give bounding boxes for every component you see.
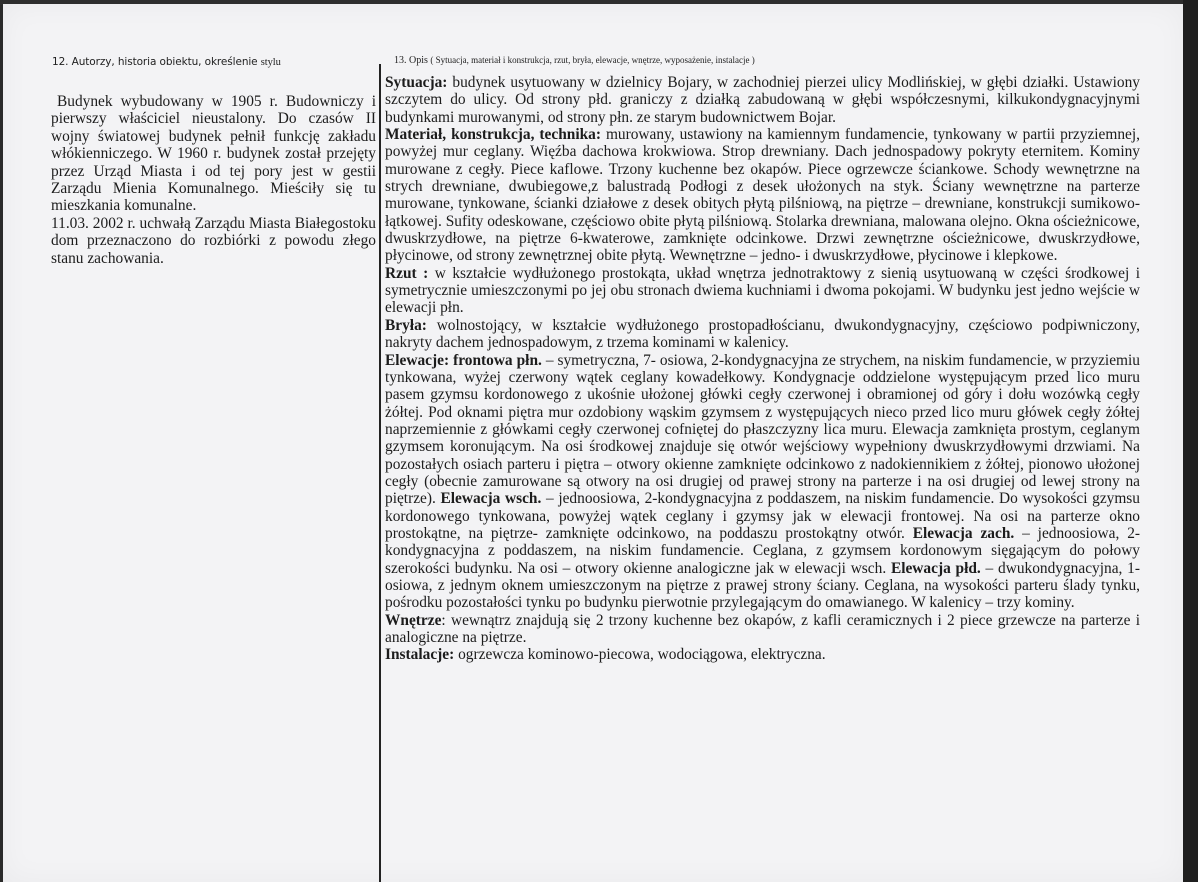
elewacja-pld-label: Elewacja płd. xyxy=(890,559,981,577)
instalacje-paragraph xyxy=(385,646,1140,663)
history-paragraph-1: Budynek wybudowany w 1905 r. Budowniczy i pierwszy właściciel nieustalony. Do czasów II wojny światowej budynek pełnił funkcję zakładu włókienniczego. W 1960 r. budynek został przejęty przez Urząd Miasta i od tej pory jest w gestii Zarządu Mienia Komunalnego. Mieściły się tu mieszkania komunalne. xyxy=(51,93,376,215)
section-13-heading-main: 13. Opis xyxy=(394,55,431,66)
bryla-text: wolnostojący, w kształcie wydłużonego prostopadłościanu, dwukondygnacyjny, częściowo podpiwniczony, nakryty dachem jednospadowym, z trzema kominami w kalenicy. xyxy=(385,316,1140,352)
material-label: Materiał, konstrukcja, technika: xyxy=(385,126,601,144)
rzut-text: w kształcie wydłużonego prostokąta, układ wnętrza jednotraktowy z sienią usytuowaną w części środkowej i symetrycznie umieszczonymi po jej obu stronach dwiema kuchniami i dwoma pokojami. W budynku jest jedno wejście w elewacji płn. xyxy=(385,264,1141,317)
elewacja-wsch-text: – jednoosiowa, 2-kondygnacyjna z poddaszem, na niskim fundamencie. Do wysokości gzymsu kordonowego tynkowana, powyżej wątek ceglany i gzymsy jak w elewacji frontowej. Na osi na parterze okno prostokątne, na piętrze- zamknięte odcinkowo, na poddaszu prostokątny otwór. xyxy=(385,490,1140,542)
sytuacja-label: Sytuacja: xyxy=(385,74,448,91)
description-column xyxy=(385,74,1140,664)
instalacje-label: Instalacje: xyxy=(385,646,455,664)
elewacje-paragraph xyxy=(385,352,1140,612)
elewacja-zach-label: Elewacja zach. xyxy=(912,524,1015,542)
history-paragraph-2: 11.03. 2002 r. uchwałą Zarządu Miasta Białegostoku dom przeznaczono do rozbiórki z powodu złego stanu zachowania. xyxy=(51,214,376,267)
column-divider xyxy=(379,64,381,882)
elewacje-frontowa-text: – symetryczna, 7- osiowa, 2-kondygnacyjna ze strychem, na niskim fundamencie, w przyziemiu tynkowana, wyżej czerwony wątek ceglany kowadełkowy. Kondygnacje oddzielone występującym przed lico muru pasem gzymsu kordonowego z ukośnie ułożonej główki cegły czerwonej i obramionej od góry i dołu wozówką cegły żółtej. Pod oknami piętra mur ozdobiony wąskim gzymsem z występujących nieco przed lico muru główek cegły żółtej naprzemiennie z główkami cegły czerwonej cofniętej do płaszczyzny lica muru. Elewacja zamknięta prostym, ceglanym gzymsem koronującym. Na osi środkowej znajduje się otwór wejściowy wypełniony dwuskrzydłowymi drzwiami. Na pozostałych osiach parteru i piętra – otwory okienne zamknięte odcinkowo z nadokiennikiem z żółtej, pionowo ułożonej cegły (obecnie zamurowane są otwory na osi drugiej od prawej strony na parterze i na osi drugiej od lewej strony na piętrze). xyxy=(385,351,1140,508)
wnetrze-label: Wnętrze xyxy=(385,611,442,629)
history-column xyxy=(51,93,376,267)
section-13-heading xyxy=(394,55,755,66)
wnetrze-paragraph xyxy=(385,612,1140,647)
rzut-label: Rzut : xyxy=(385,264,429,282)
bryla-paragraph xyxy=(385,317,1140,352)
section-12-heading-tail: stylu xyxy=(260,57,281,68)
section-12-heading-main: 12. Autorzy, historia obiektu, określenie xyxy=(52,56,261,68)
scan-right-edge xyxy=(1183,0,1198,882)
material-paragraph xyxy=(385,126,1140,265)
rzut-paragraph xyxy=(385,265,1140,317)
section-12-heading xyxy=(52,56,281,68)
wnetrze-text: : wewnątrz znajdują się 2 trzony kuchenne bez okapów, z kafli ceramicznych i 2 piece grzewcze na parterze i analogiczne na piętrze. xyxy=(385,611,1140,646)
elewacja-wsch-label: Elewacja wsch. xyxy=(440,490,542,508)
sytuacja-paragraph xyxy=(385,74,1140,126)
section-13-heading-sub: ( Sytuacja, materiał i konstrukcja, rzut, bryła, elewacje, wnętrze, wyposażenie, instalacje ) xyxy=(430,55,755,65)
bryla-label: Bryła: xyxy=(385,316,427,334)
elewacja-zach-text: – jednoosiowa, 2-kondygnacyjna z poddaszem, na niskim fundamencie. Ceglana, z gzymsem kordonowym sięgającym do połowy szerokości budynku. Na osi – otwory okienne analogiczne jak w elewacji wsch. xyxy=(385,524,1141,577)
elewacja-pld-text: – dwukondygnacyjna, 1-osiowa, z jednym oknem umieszczonym na piętrze z prawej strony ściany. Ceglana, na wysokości parteru ślady tynku, pośrodku pozostałości tynku po budynku pierwotnie przylegającym do omawianego. W kalenicy – trzy kominy. xyxy=(385,559,1140,612)
elewacje-label: Elewacje: frontowa płn. xyxy=(385,351,542,369)
instalacje-text: ogrzewcza kominowo-piecowa, wodociągowa, elektryczna. xyxy=(454,646,826,664)
sytuacja-text: budynek usytuowany w dzielnicy Bojary, w zachodniej pierzei ulicy Modlińskiej, w głębi działki. Ustawiony szczytem do ulicy. Od strony płd. graniczy z działką zabudowaną w głębi współczesnymi, kilkukondygnacyjnymi budynkami murowanymi, od strony płn. ze starym budownictwem Bojar. xyxy=(385,74,1140,126)
material-text: murowany, ustawiony na kamiennym fundamencie, tynkowany w partii przyziemnej, powyżej mur ceglany. Więźba dachowa krokwiowa. Strop drewniany. Dach jednospadowy pokryty eternitem. Kominy murowane z cegły. Piece kaflowe. Trzony kuchenne bez okapów. Piece ogrzewcze ściankowe. Schody wewnętrzne na strych drewniane, dwubiegowe,z balustradą Podłogi z desek ułożonych na styk. Ściany wewnętrzne na parterze murowane, tynkowane, ścianki działowe z desek obitych płytą pilśniową, na piętrze – drewniane, konstrukcji sumikowo-łątkowej. Sufity odeskowane, częściowo obite płytą pilśniową. Stolarka drewniana, malowana olejno. Okna ościeżnicowe, dwuskrzydłowe, na piętrze 6-kwaterowe, zamknięte odcinkowe. Drzwi zewnętrzne ościeżnicowe, dwuskrzydłowe, płycinowe, od strony zewnętrznej obite płytą. Wewnętrzne – jedno- i dwuskrzydłowe, płycinowe i klepkowe. xyxy=(385,126,1140,265)
